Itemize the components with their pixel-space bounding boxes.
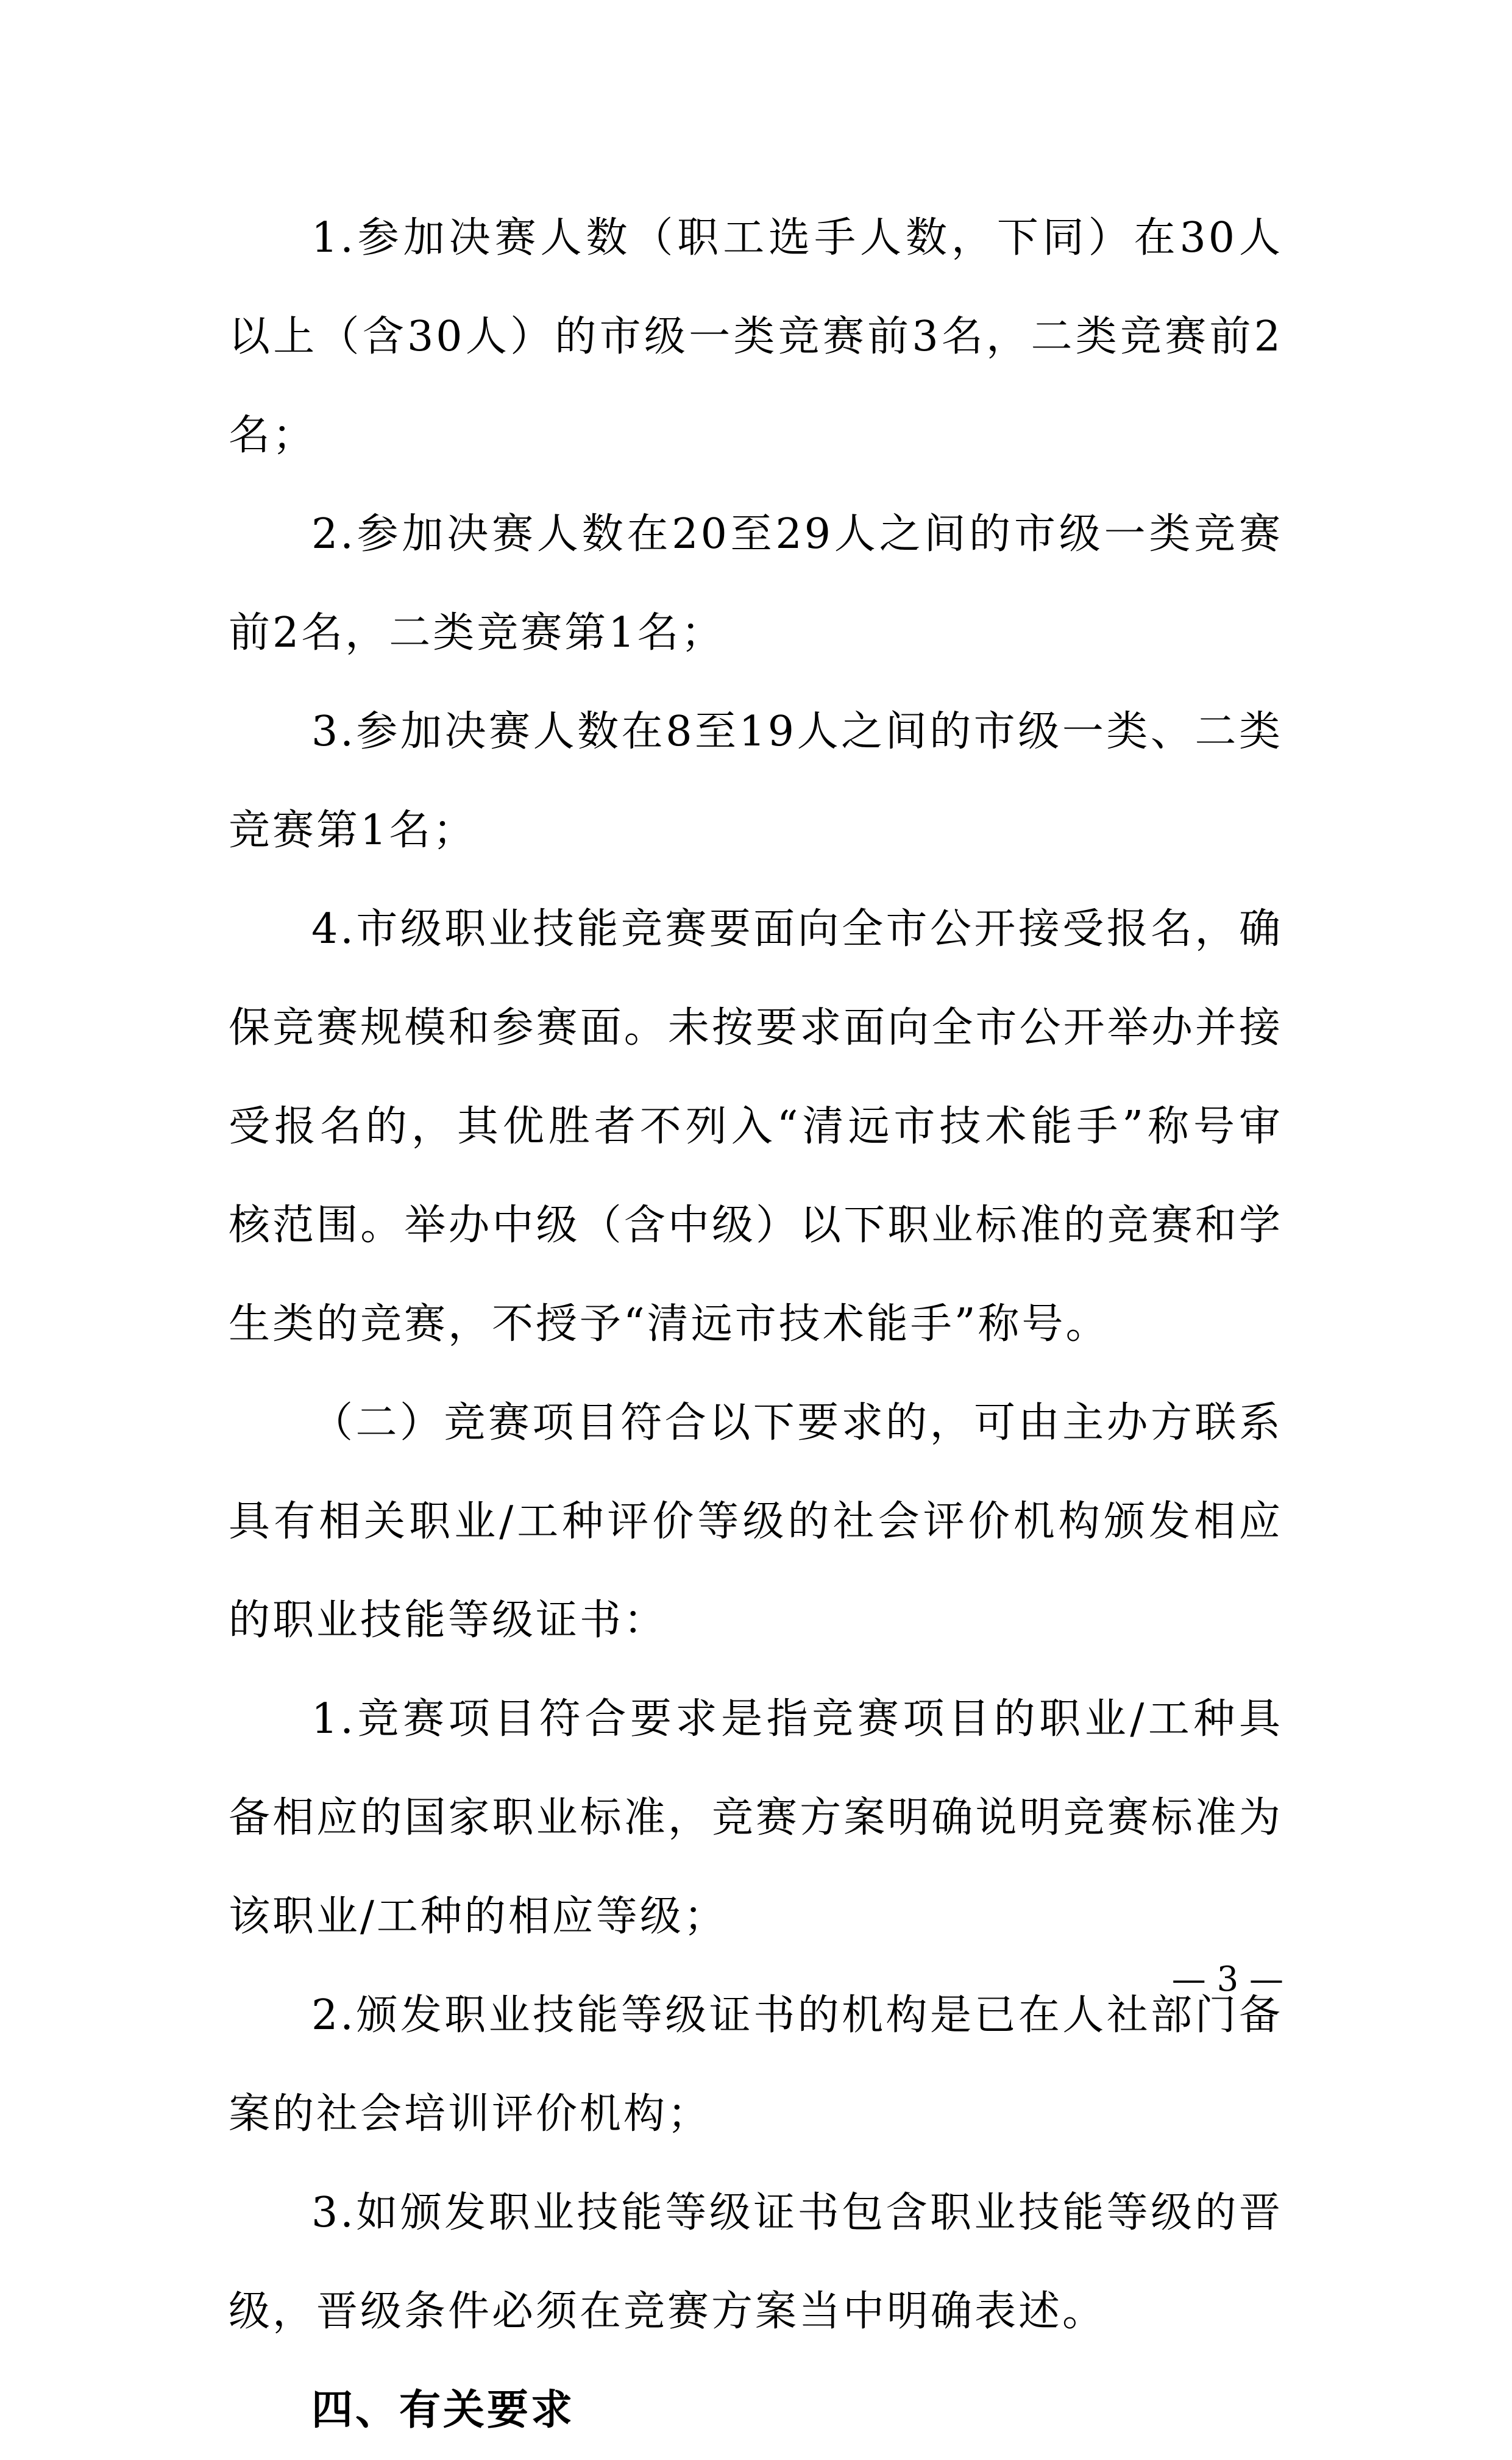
paragraph-6: 1.竞赛项目符合要求是指竞赛项目的职业/工种具备相应的国家职业标准，竞赛方案明确说明竞赛标准为该职业/工种的相应等级； bbox=[229, 1695, 1283, 1941]
paragraph-3: 3.参加决赛人数在8至19人之间的市级一类、二类竞赛第1名； bbox=[229, 708, 1283, 855]
paragraph-1: 1.参加决赛人数（职工选手人数，下同）在30人以上（含30人）的市级一类竞赛前3名，二类竞赛前2名； bbox=[229, 214, 1283, 460]
paragraph-5: （二）竞赛项目符合以下要求的，可由主办方联系具有相关职业/工种评价等级的社会评价机构颁发相应的职业技能等级证书： bbox=[229, 1399, 1283, 1644]
section-heading: 四、有关要求 bbox=[311, 2386, 575, 2434]
paragraph-8: 3.如颁发职业技能等级证书包含职业技能等级的晋级，晋级条件必须在竞赛方案当中明确表述。 bbox=[229, 2189, 1283, 2336]
paragraph-2: 2.参加决赛人数在20至29人之间的市级一类竞赛前2名，二类竞赛第1名； bbox=[229, 510, 1283, 657]
paragraph-4: 4.市级职业技能竞赛要面向全市公开接受报名，确保竞赛规模和参赛面。未按要求面向全市公开举办并接受报名的，其优胜者不列入“清远市技术能手”称号审核范围。举办中级（含中级）以下职业标准的竞赛和学生类的竞赛，不授予“清远市技术能手”称号。 bbox=[229, 905, 1283, 1348]
document-body bbox=[229, 189, 1283, 2460]
paragraph-7: 2.颁发职业技能等级证书的机构是已在人社部门备案的社会培训评价机构； bbox=[229, 1991, 1283, 2138]
page-number: — 3 — bbox=[1171, 1960, 1283, 1999]
